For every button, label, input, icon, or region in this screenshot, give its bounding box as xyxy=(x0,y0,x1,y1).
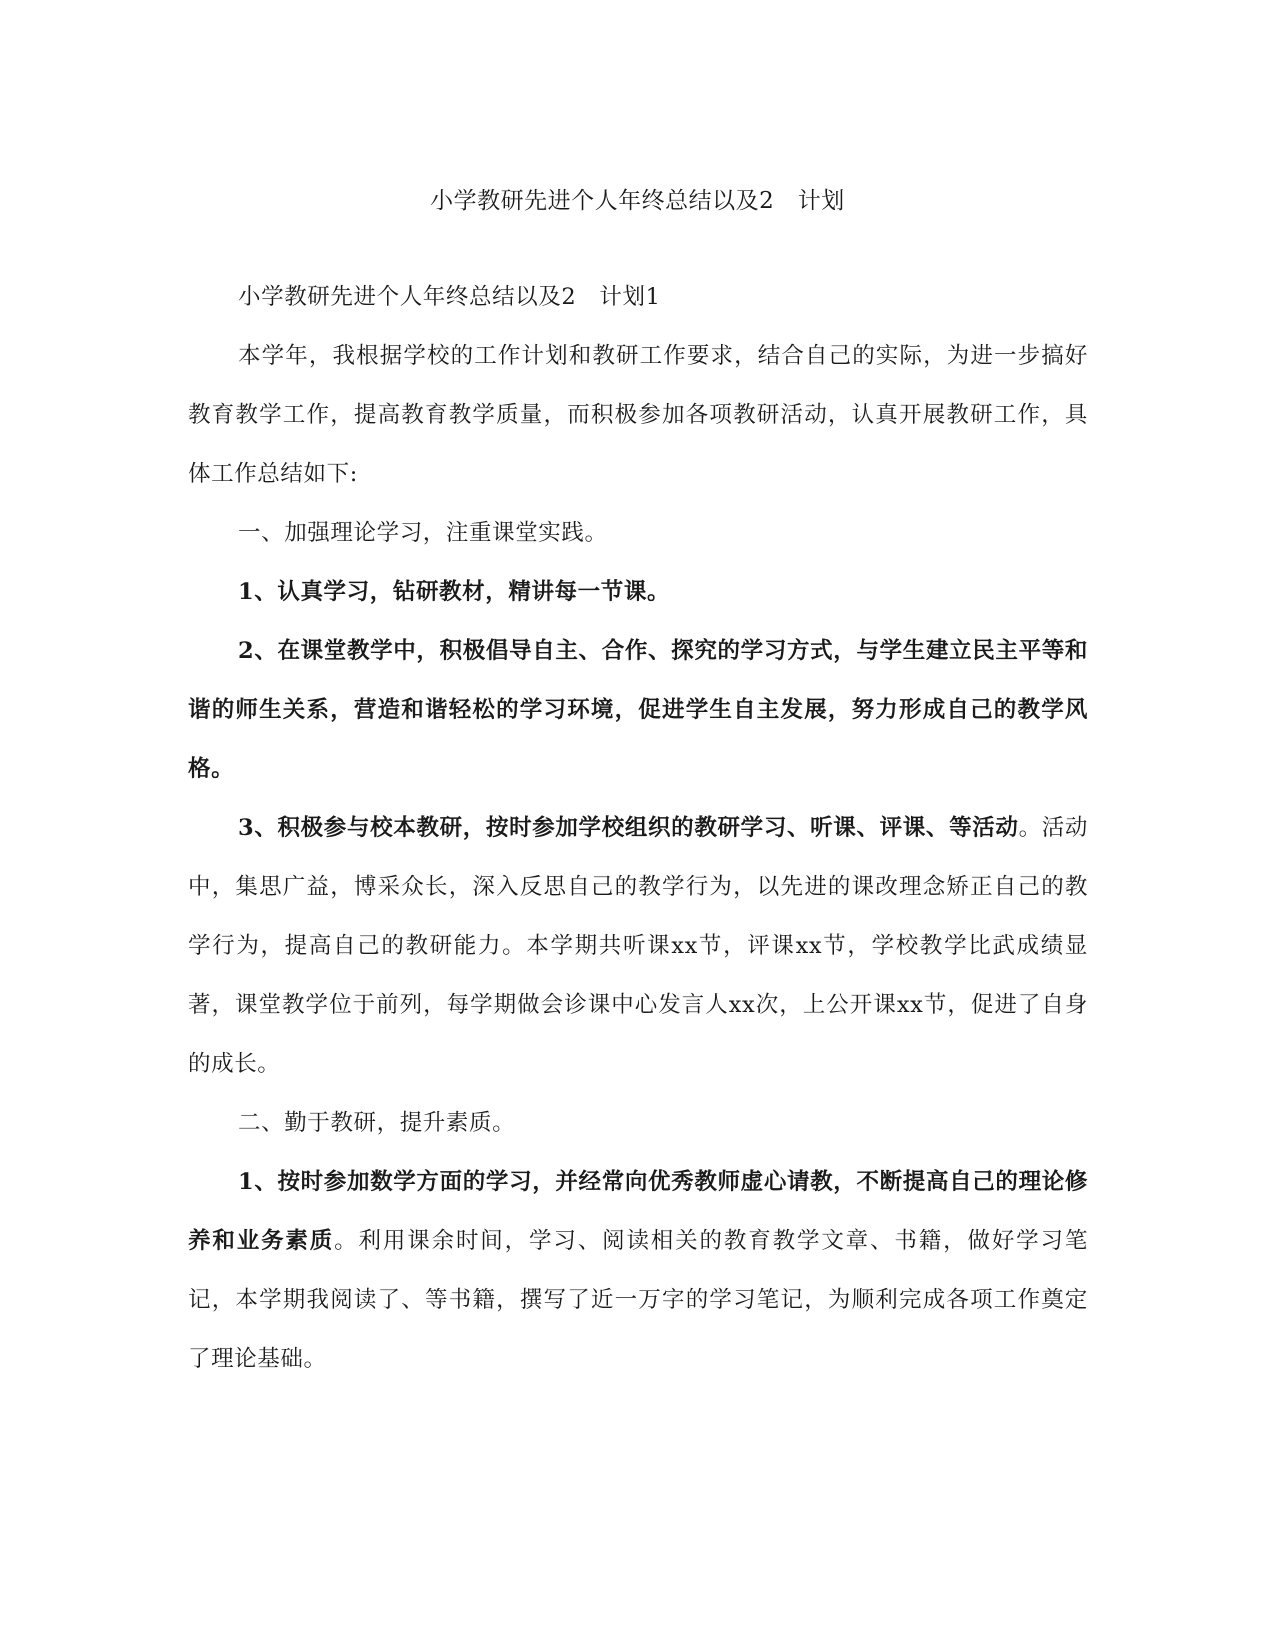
section2-item1 xyxy=(188,1153,1088,1389)
section1-item1: 1、认真学习，钻研教材，精讲每一节课。 xyxy=(238,579,671,605)
section1-item3 xyxy=(188,799,1088,1094)
section1-heading: 一、加强理论学习，注重课堂实践。 xyxy=(238,520,608,546)
section1-item2: 2、在课堂教学中，积极倡导自主、合作、探究的学习方式，与学生建立民主平等和谐的师生关系，营造和谐轻松的学习环境，促进学生自主发展，努力形成自己的教学风格。 xyxy=(188,638,1088,782)
section2-heading: 二、勤于教研，提升素质。 xyxy=(238,1110,516,1136)
document-subtitle: 小学教研先进个人年终总结以及2 计划1 xyxy=(238,284,661,310)
section1-item3-body: 。活动中，集思广益，博采众长，深入反思自己的教学行为，以先进的课改理念矫正自己的教学行为，提高自己的教研能力。本学期共听课xx节，评课xx节，学校教学比武成绩显著，课堂教学位于前列，每学期做会诊课中心发言人xx次，上公开课xx节，促进了自身的成长。 xyxy=(188,815,1088,1077)
document-title: 小学教研先进个人年终总结以及2 计划 xyxy=(430,188,845,214)
document-body xyxy=(188,268,1088,1389)
section2-item1-body: 。利用课余时间，学习、阅读相关的教育教学文章、书籍，做好学习笔记，本学期我阅读了、等书籍，撰写了近一万字的学习笔记，为顺利完成各项工作奠定了理论基础。 xyxy=(188,1228,1088,1372)
section2-item1-lead: 1、按时参加数学方面的学习，并经常向优秀教师虚心请教，不断提高自己的理论修养和业务素质 xyxy=(188,1169,1088,1254)
section1-item3-lead: 3、积极参与校本教研，按时参加学校组织的教研学习、听课、评课、等活动 xyxy=(238,815,1019,841)
intro-paragraph: 本学年，我根据学校的工作计划和教研工作要求，结合自己的实际，为进一步搞好教育教学工作，提高教育教学质量，而积极参加各项教研活动，认真开展教研工作，具体工作总结如下: xyxy=(188,343,1088,487)
